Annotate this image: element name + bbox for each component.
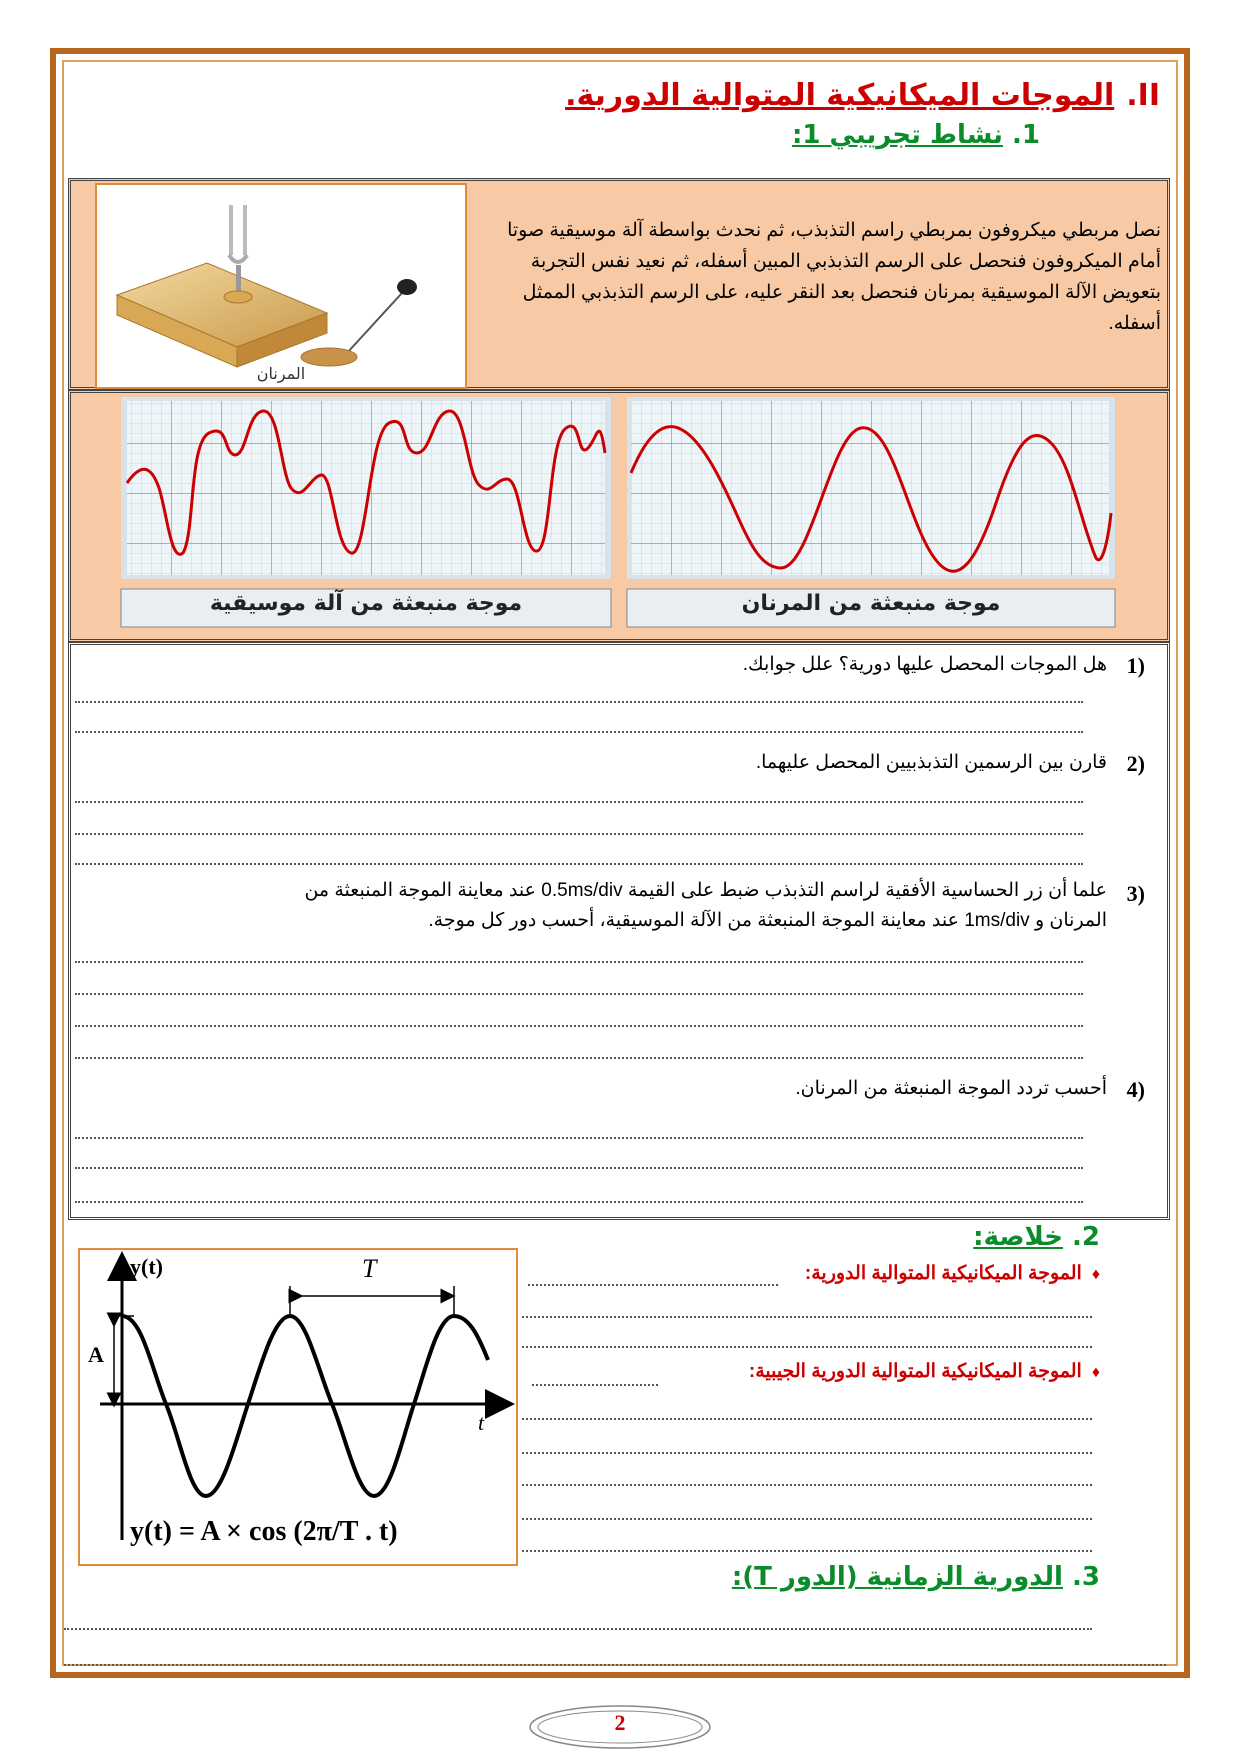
- question-2-number: 2): [1126, 751, 1145, 776]
- answer-line[interactable]: [522, 1316, 1092, 1318]
- summary-heading: [973, 1222, 1100, 1252]
- question-1-text: هل الموجات المحصل عليها دورية؟ علل جوابك.: [742, 654, 1107, 675]
- section-title-text: الموجات الميكانيكية المتوالية الدورية.: [565, 78, 1115, 113]
- answer-line[interactable]: [75, 833, 1083, 835]
- summary-title: خلاصة:: [973, 1222, 1063, 1252]
- answer-line[interactable]: [75, 1167, 1083, 1169]
- question-4-text: أحسب تردد الموجة المنبعثة من المرنان.: [795, 1078, 1107, 1099]
- answer-line[interactable]: [75, 993, 1083, 995]
- question-3-number: 3): [1126, 881, 1145, 906]
- page-number: 2: [614, 1710, 626, 1735]
- period-label: T: [362, 1254, 377, 1283]
- answer-line[interactable]: [64, 1628, 1092, 1630]
- sinusoid-formula: y(t) = A × cos (2π/T . t): [130, 1516, 398, 1547]
- activity-box: [68, 178, 1170, 390]
- activity-title: نشاط تجريبي 1:: [792, 120, 1003, 150]
- question-3-line2: المرنان و 1ms/div عند معاينة الموجة المنبعثة من الآلة الموسيقية، أحسب دور كل موجة.: [428, 910, 1107, 931]
- answer-line[interactable]: [75, 731, 1083, 733]
- section-roman: II.: [1126, 78, 1160, 113]
- question-1-number: 1): [1126, 653, 1145, 678]
- instrument-wave-label: موجة منبعثة من آلة موسيقية: [209, 591, 523, 616]
- answer-line[interactable]: [75, 863, 1083, 865]
- answer-line[interactable]: [75, 1057, 1083, 1059]
- answer-line[interactable]: [528, 1284, 778, 1286]
- t-axis-label: t: [478, 1410, 485, 1435]
- answer-line[interactable]: [522, 1346, 1092, 1348]
- answer-line[interactable]: [522, 1550, 1092, 1552]
- activity-number: 1.: [1012, 120, 1040, 150]
- answer-line[interactable]: [522, 1452, 1092, 1454]
- period-number: 3.: [1072, 1562, 1100, 1592]
- answer-line[interactable]: [75, 961, 1083, 963]
- question-2-text: قارن بين الرسمين التذبذبيين المحصل عليهما.: [755, 752, 1107, 773]
- answer-line[interactable]: [522, 1484, 1092, 1486]
- activity-paragraph: نصل مربطي ميكروفون بمربطي راسم التذبذب، ثم نحدث بواسطة آلة موسيقية صوتا أمام الميكروفون فنحصل على الرسم التذبذبي المبين أسفله، ثم نعيد نفس التجربة بتعويض الآلة الموسيقية بمرنان فنحصل بعد النقر عليه، على الرسم التذبذبي الممثل أسفله.: [507, 220, 1161, 334]
- oscillograms-box: [68, 390, 1170, 642]
- period-heading: [732, 1562, 1100, 1592]
- section-title: [565, 78, 1160, 113]
- activity-heading: [792, 120, 1040, 150]
- questions-box: [68, 642, 1170, 1220]
- question-4-number: 4): [1126, 1077, 1145, 1102]
- answer-line[interactable]: [75, 1201, 1083, 1203]
- answer-line[interactable]: [75, 801, 1083, 803]
- diamond-icon: ♦: [1091, 1364, 1100, 1381]
- diamond-icon: ♦: [1091, 1266, 1100, 1283]
- tuning-fork-image: [95, 183, 467, 389]
- period-title: الدورية الزمانية (الدور T):: [731, 1562, 1063, 1592]
- answer-line[interactable]: [75, 701, 1083, 703]
- question-3-line1: علما أن زر الحساسية الأفقية لراسم التذبذب ضبط على القيمة 0.5ms/div عند معاينة الموجة المنبعثة من: [304, 880, 1107, 901]
- y-axis-label: y(t): [130, 1254, 163, 1279]
- answer-line[interactable]: [522, 1518, 1092, 1520]
- answer-line[interactable]: [532, 1384, 658, 1386]
- summary-bullet-2-text: الموجة الميكانيكية المتوالية الدورية الجيبية:: [748, 1361, 1082, 1382]
- answer-line[interactable]: [75, 1137, 1083, 1139]
- answer-line[interactable]: [522, 1418, 1092, 1420]
- summary-bullet-2: [749, 1360, 1100, 1383]
- amplitude-label: A: [88, 1342, 104, 1367]
- summary-bullet-1: [805, 1262, 1100, 1285]
- tuning-fork-wave-label: موجة منبعثة من المرنان: [741, 591, 1001, 616]
- answer-line[interactable]: [64, 1664, 1166, 1666]
- image-caption: المرنان: [256, 364, 306, 383]
- summary-bullet-1-text: الموجة الميكانيكية المتوالية الدورية:: [804, 1263, 1082, 1284]
- answer-line[interactable]: [75, 1025, 1083, 1027]
- summary-number: 2.: [1072, 1222, 1100, 1252]
- sinusoid-figure: [78, 1248, 518, 1566]
